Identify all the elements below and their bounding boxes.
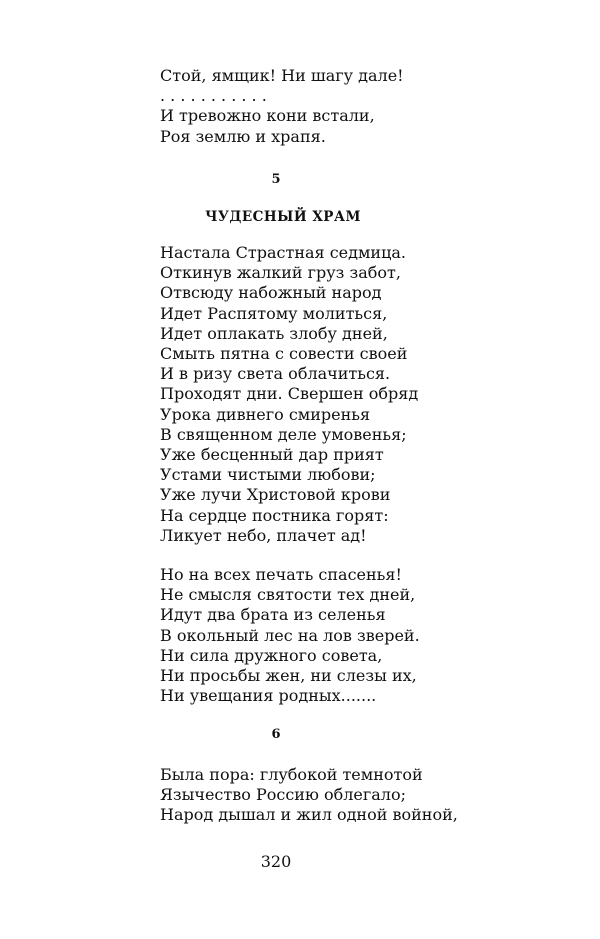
verse-line: Роя землю и храпя. (160, 126, 326, 146)
section-number: 6 (271, 727, 281, 742)
verse-line: Идут два брата из селенья (160, 605, 386, 625)
verse-line: Язычество Россию облегало; (160, 785, 406, 805)
verse-line: Смыть пятна с совести своей (160, 344, 408, 364)
verse-line: Урока дивнего смиренья (160, 404, 371, 424)
verse-line: Но на всех печать спасенья! (160, 565, 402, 584)
verse-line: Ни просьбы жен, ни слезы их, (160, 666, 417, 686)
verse-line: Народ дышал и жил одной войной, (160, 805, 458, 825)
ellipsis-dots: . . . . . . . . . . . (160, 86, 267, 106)
intro-stanza (160, 66, 404, 147)
verse-line: Ни сила дружного совета, (160, 645, 383, 665)
verse-line: Откинув жалкий груз забот, (160, 263, 401, 283)
verse-line: Идет оплакать злобу дней, (160, 323, 388, 343)
verse-line: Ликует небо, плачет ад! (160, 525, 367, 545)
verse-line: Проходят дни. Свершен обряд (160, 384, 419, 404)
verse-line: Стой, ямщик! Ни шагу дале! (160, 66, 404, 85)
verse-line: В священном деле умовенья; (160, 424, 407, 444)
verse-line: Была пора: глубокой темнотой (160, 765, 423, 784)
section-number: 5 (271, 172, 281, 187)
verse-line: И в ризу света облачиться. (160, 364, 391, 384)
verse-line: Идет Распятому молиться, (160, 303, 388, 323)
verse-line: Ни увещания родных....... (160, 686, 377, 706)
verse-line: Устами чистыми любови; (160, 465, 376, 485)
section-title: ЧУДЕСНЫЙ ХРАМ (205, 209, 361, 225)
page-number: 320 (260, 852, 292, 871)
verse-line: Не смысля святости тех дней, (160, 585, 416, 605)
verse-line: Уже бесценный дар прият (160, 445, 384, 465)
verse-line: Уже лучи Христовой крови (160, 485, 391, 505)
verse-line: На сердце постника горят: (160, 505, 389, 525)
verse-line: Отвсюду набожный народ (160, 283, 382, 303)
verse-line: И тревожно кони встали, (160, 106, 375, 126)
stanza (160, 243, 418, 546)
stanza (160, 565, 420, 706)
verse-line: Настала Страстная седмица. (160, 243, 407, 262)
verse-line: В окольный лес на лов зверей. (160, 625, 420, 645)
stanza (160, 765, 458, 826)
